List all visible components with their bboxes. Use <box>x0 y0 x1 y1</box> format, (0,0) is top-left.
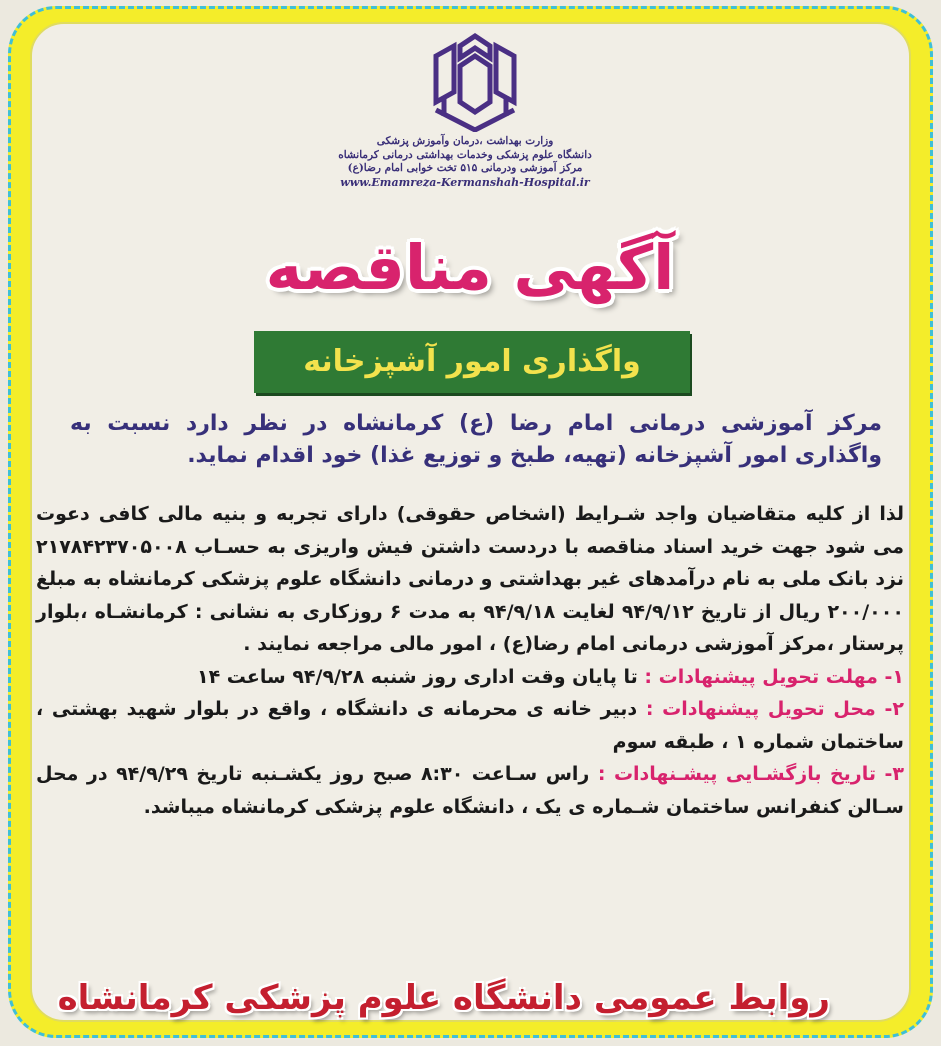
item-text: راس سـاعت ۸:۳۰ صبح روز یکشـنبه تاریخ ۹۴/۹/۲۹ در محل سـالن کنفرانس ساختمان شـماره ی یک ، دانشگاه علوم پزشکی کرمانشاه میباشد. <box>36 763 904 818</box>
public-relations-footer: روابط عمومی دانشگاه علوم پزشکی کرمانشاه <box>57 978 830 1018</box>
issuer-block <box>250 135 680 189</box>
list-item <box>36 693 904 758</box>
item-text: تا پایان وقت اداری روز شنبه ۹۴/۹/۲۸ ساعت ۱۴ <box>196 665 638 688</box>
ad-headline: آگهی مناقصه <box>265 231 675 304</box>
list-item <box>36 758 904 823</box>
list-item <box>36 661 904 694</box>
body-paragraph: لذا از کلیه متقاضیان واجد شـرایط (اشخاص حقوقی) دارای تجربه و بنیه مالی کافی دعوت می شود جهت خرید اسناد مناقصه با دردست داشتن فیش واریزی به حسـاب ۲۱۷۸۴۲۳۷۰۵۰۰۸ نزد بانک ملی به نام درآمدهای غیر بهداشتی و درمانی دانشگاه علوم پزشکی کرمانشاه به مبلغ ۲۰۰/۰۰۰ ریال از تاریخ ۹۴/۹/۱۲ لغایت ۹۴/۹/۱۸ به مدت ۶ روزکاری به نشانی : کرمانشـاه ،بلوار پرستار ،مرکز آموزشی درمانی امام رضا(ع) ، امور مالی مراجعه نمایند . <box>36 503 904 655</box>
university-line: دانشگاه علوم پزشکی وخدمات بهداشتی درمانی کرمانشاه <box>338 148 592 161</box>
item-label: ۲- محل تحویل پیشنهادات : <box>645 698 904 720</box>
university-logo-icon <box>430 32 520 132</box>
center-line: مرکز آموزشی ودرمانی ۵۱۵ تخت خوابی امام رضا(ع) <box>347 162 583 174</box>
ministry-line: وزارت بهداشت ،درمان وآموزش پزشکی <box>376 135 554 147</box>
item-label: ۳- تاریخ بازگشـایی پیشـنهادات : <box>597 763 904 785</box>
website-link[interactable]: www.Emamreza-Kermanshah-Hospital.ir <box>340 175 590 189</box>
item-label: ۱- مهلت تحویل پیشنهادات : <box>644 665 904 688</box>
ad-body <box>36 498 904 823</box>
intro-paragraph: مرکز آموزشی درمانی امام رضا (ع) کرمانشاه در نظر دارد نسبت به واگذاری امور آشپزخانه (تهیه، طبخ و توزیع غذا) خود اقدام نماید. <box>70 411 882 468</box>
item-text: دبیر خانه ی محرمانه ی دانشگاه ، واقع در بلوار شهید بهشتی ، ساختمان شماره ۱ ، طبقه سوم <box>36 698 904 753</box>
ad-subheadline: واگذاری امور آشپزخانه <box>254 331 690 393</box>
